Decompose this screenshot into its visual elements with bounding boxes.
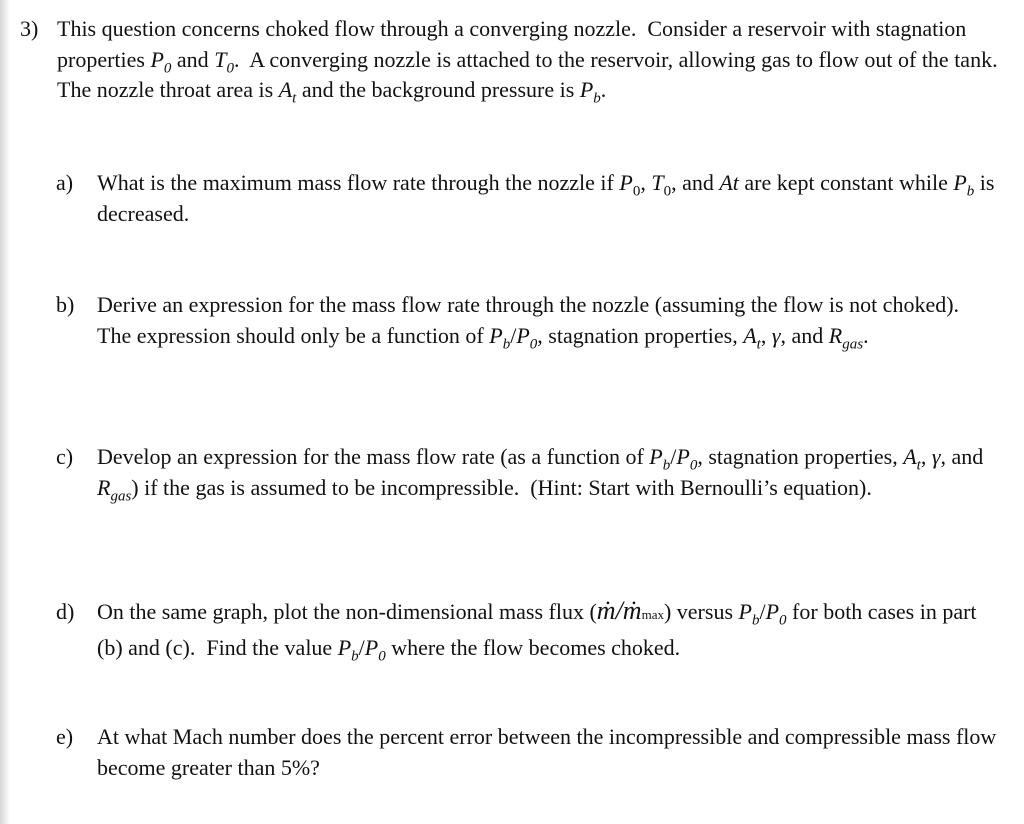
- part-e-label: e): [56, 724, 74, 749]
- part-d-text: On the same graph, plot the non-dimensional mass flux (ṁ/ṁmax) versus $P_b/P_0$ for both cases in part (b) and (c). Find the value $P_b/P_0$ where the flow becomes choked.: [97, 596, 977, 665]
- question-3: [20, 14, 1010, 106]
- question-number: 3): [20, 16, 39, 41]
- part-b-text: Derive an expression for the mass flow rate through the nozzle (assuming the flow is not choked). The expression should only be a function of $P_b/P_0$, stagnation properties, $A_t$, γ, and $R_{gas}$.: [97, 292, 965, 352]
- part-a: [56, 168, 1000, 229]
- part-e: [56, 722, 1000, 783]
- part-c-label: c): [56, 444, 74, 469]
- page-left-shadow: [0, 0, 10, 824]
- part-e-text: At what Mach number does the percent error between the incompressible and compressible mass flow become greater than 5%?: [97, 724, 997, 780]
- part-c: [56, 442, 1000, 503]
- question-intro: This question concerns choked flow through a converging nozzle. Consider a reservoir with stagnation properties $P_0$ and $T_0$. A converging nozzle is attached to the reservoir, allowing gas to flow out of the tank. The nozzle throat area is $A_t$ and the background pressure is $P_b$.: [57, 16, 1004, 107]
- part-c-text: Develop an expression for the mass flow rate (as a function of $P_b/P_0$, stagnation properties, $A_t$, γ, and $R_{gas}$) if the gas is assumed to be incompressible. (Hint: Start with Bernoulli’s equation).: [97, 444, 984, 504]
- part-d: [56, 594, 1000, 666]
- part-a-text: What is the maximum mass flow rate through the nozzle if $P_0$, $T_0$, and At are kept constant while $P_b$ is decreased.: [97, 170, 995, 226]
- part-b-label: b): [56, 292, 75, 317]
- part-b: [56, 290, 1000, 351]
- mass-flux-ratio: ṁ/ṁmax: [596, 596, 664, 625]
- part-d-label: d): [56, 599, 75, 624]
- part-a-label: a): [56, 170, 74, 195]
